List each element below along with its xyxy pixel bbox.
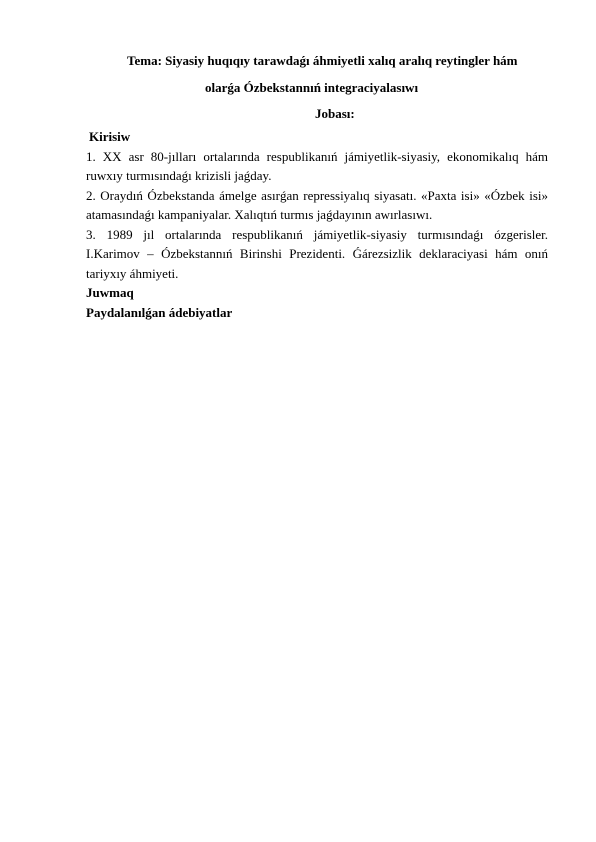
document-body — [86, 127, 548, 322]
plan-item-2: 2. Oraydıń Ózbekstanda ámelge asırǵan repressiyalıq siyasatı. «Paxta isi» «Ózbek isi» atamasındaǵı kampaniyalar. Xalıqtıń turmıs jaǵdayının awırlasıwı. — [86, 187, 548, 222]
plan-heading: Jobası: — [315, 106, 355, 121]
conclusion-heading: Juwmaq — [86, 285, 134, 300]
document-title-line-2: olarǵa Ózbekstannıń integraciyalasıwı — [205, 80, 419, 95]
plan-item-3: 3. 1989 jıl ortalarında respublikanıń jámiyetlik-siyasiy turmısındaǵı ózgerisler. I.Karimov – Ózbekstannıń Birinshi Prezidenti. Ǵárezsizlik deklaraciyasi hám onıń tariyxıy áhmiyeti. — [86, 226, 548, 281]
references-heading: Paydalanılǵan ádebiyatlar — [86, 304, 233, 320]
intro-heading: Kirisiw — [89, 129, 131, 144]
plan-item-1: 1. XX asr 80-jılları ortalarında respublikanıń jámiyetlik-siyasiy, ekonomikalıq hám ruwxıy turmısındaǵı krizisli jaǵday. — [86, 148, 548, 183]
document-title-line-1: Tema: Siyasiy huqıqıy tarawdaǵı áhmiyetli xalıq aralıq reytingler hám — [127, 53, 518, 68]
